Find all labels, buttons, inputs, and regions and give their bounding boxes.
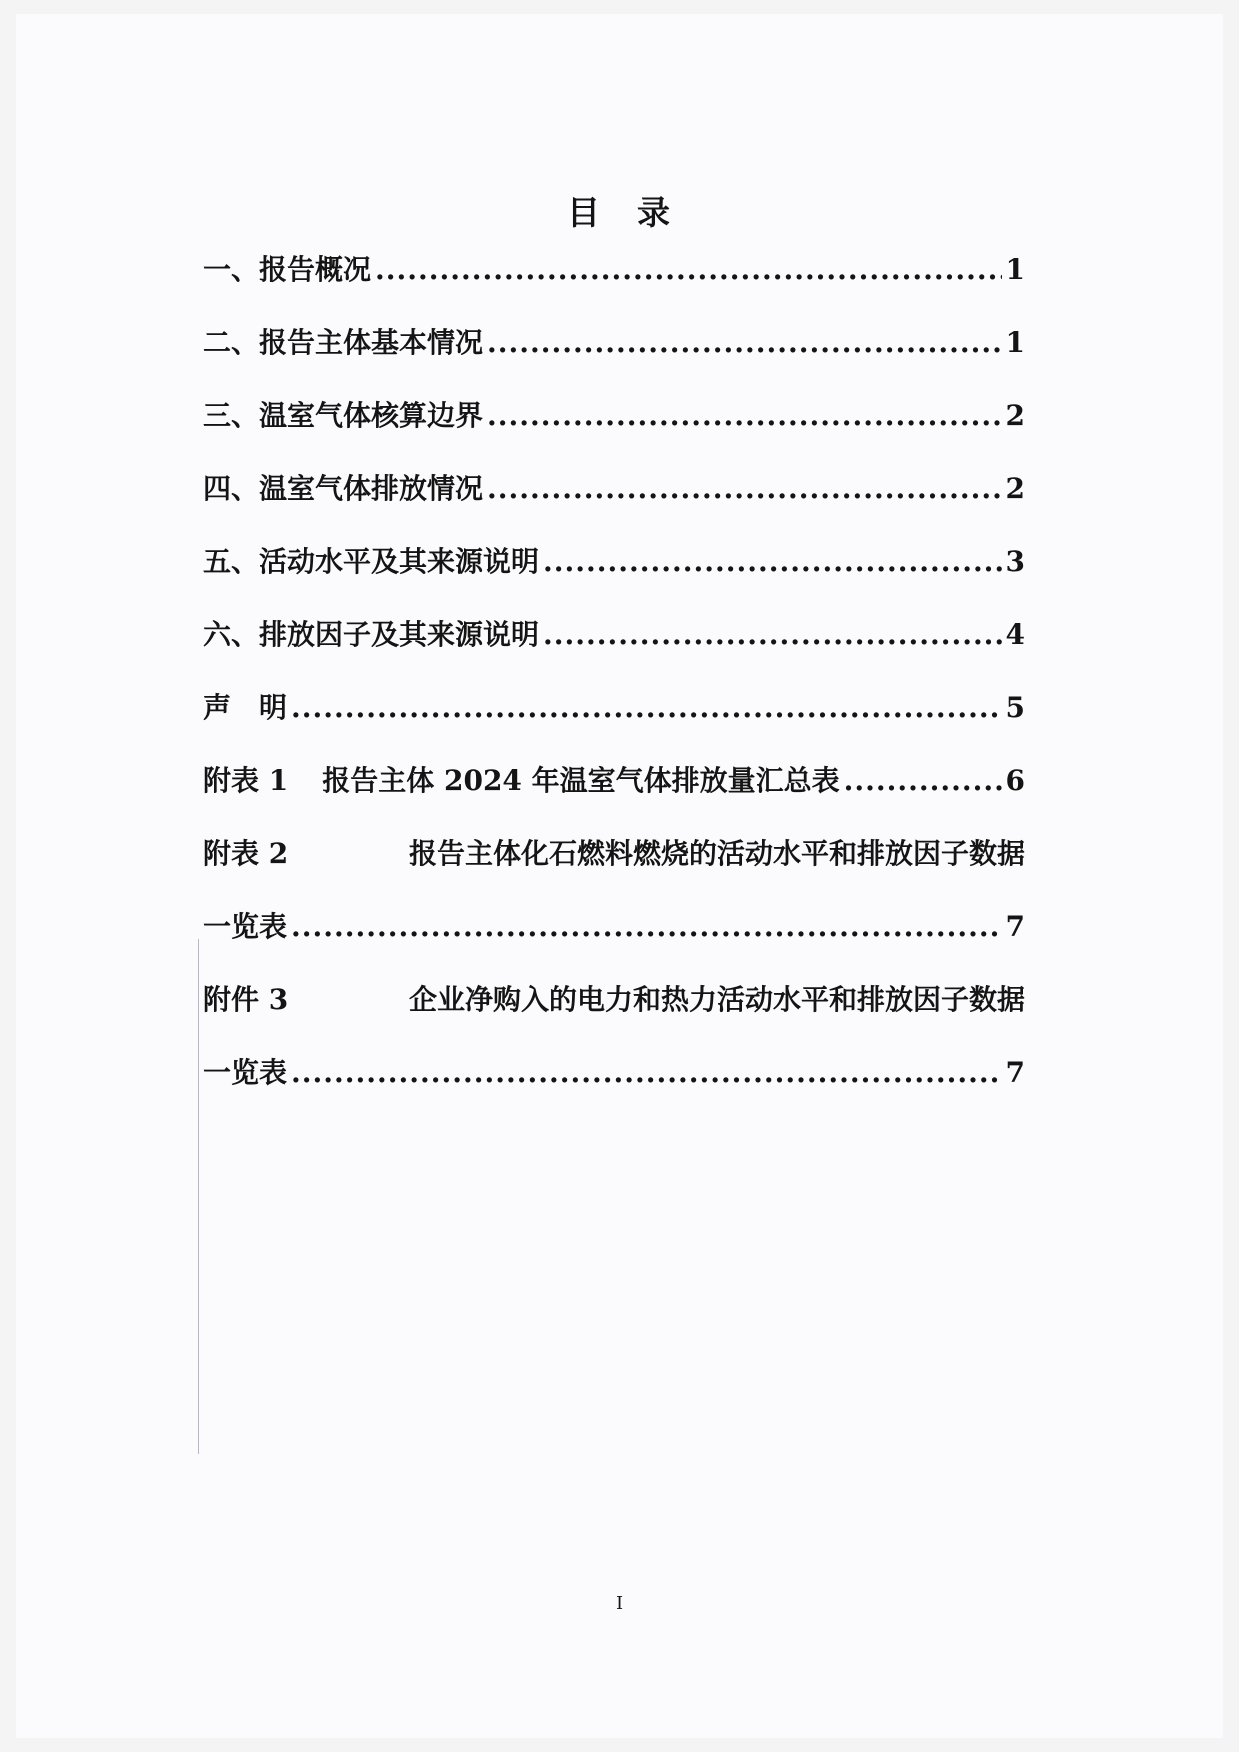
table-of-contents [203,250,1025,1126]
dot-leader [487,396,1002,436]
dot-leader [291,907,1002,947]
toc-entry-declaration[interactable] [203,688,1025,728]
toc-entry-label: 一览表 [203,1056,288,1089]
dot-leader [487,469,1002,509]
dot-leader [543,542,1002,582]
appendix-prefix: 附件 3 [203,983,289,1016]
toc-entry-line [203,907,1025,947]
toc-entry-label: 三、温室气体核算边界 [203,399,484,432]
dot-leader [487,323,1002,363]
dot-leader [375,250,1002,290]
toc-entry-line [203,980,1025,1020]
page-number: I [615,1593,624,1614]
toc-title: 目 录 [567,193,672,232]
dot-leader [291,1053,1002,1093]
appendix-title: 企业净购入的电力和热力活动水平和排放因子数据 [408,983,1025,1016]
toc-entry-appendix-3[interactable] [203,980,1025,1093]
toc-entry-line [203,834,1025,874]
toc-entry-label: 一、报告概况 [203,253,372,286]
toc-entry-label: 六、排放因子及其来源说明 [203,618,540,651]
toc-entry-label: 声 明 [203,691,288,724]
toc-entry-page: 4 [1005,618,1025,651]
toc-entry-label: 二、报告主体基本情况 [203,326,484,359]
toc-entry-overview[interactable] [203,250,1025,290]
toc-entry-page: 2 [1005,472,1025,505]
toc-entry-page: 5 [1005,691,1025,724]
appendix-prefix: 附表 2 [203,837,289,870]
toc-entry-boundary[interactable] [203,396,1025,436]
scan-artifact-line [198,939,199,1454]
toc-entry-page: 1 [1005,326,1025,359]
toc-entry-label [203,761,840,801]
toc-entry-basic-info[interactable] [203,323,1025,363]
toc-entry-label: 一览表 [203,910,288,943]
toc-entry-page: 7 [1005,1056,1025,1089]
toc-entry-page: 3 [1005,545,1025,578]
toc-entry-label: 五、活动水平及其来源说明 [203,545,540,578]
appendix-title: 报告主体化石燃料燃烧的活动水平和排放因子数据 [408,837,1025,870]
toc-entry-emission-factor[interactable] [203,615,1025,655]
toc-entry-label: 四、温室气体排放情况 [203,472,484,505]
toc-entry-emissions[interactable] [203,469,1025,509]
toc-entry-activity-level[interactable] [203,542,1025,582]
toc-entry-line [203,1053,1025,1093]
toc-entry-page: 7 [1005,910,1025,943]
dot-leader [291,688,1002,728]
appendix-prefix: 附表 1 [203,764,289,797]
toc-entry-page: 6 [1005,764,1025,797]
toc-entry-appendix-2[interactable] [203,834,1025,947]
toc-entry-appendix-1[interactable] [203,761,1025,801]
dot-leader [543,615,1002,655]
dot-leader [844,761,1002,801]
toc-entry-page: 1 [1005,253,1025,286]
toc-entry-page: 2 [1005,399,1025,432]
appendix-title: 报告主体 2024 年温室气体排放量汇总表 [322,764,840,797]
